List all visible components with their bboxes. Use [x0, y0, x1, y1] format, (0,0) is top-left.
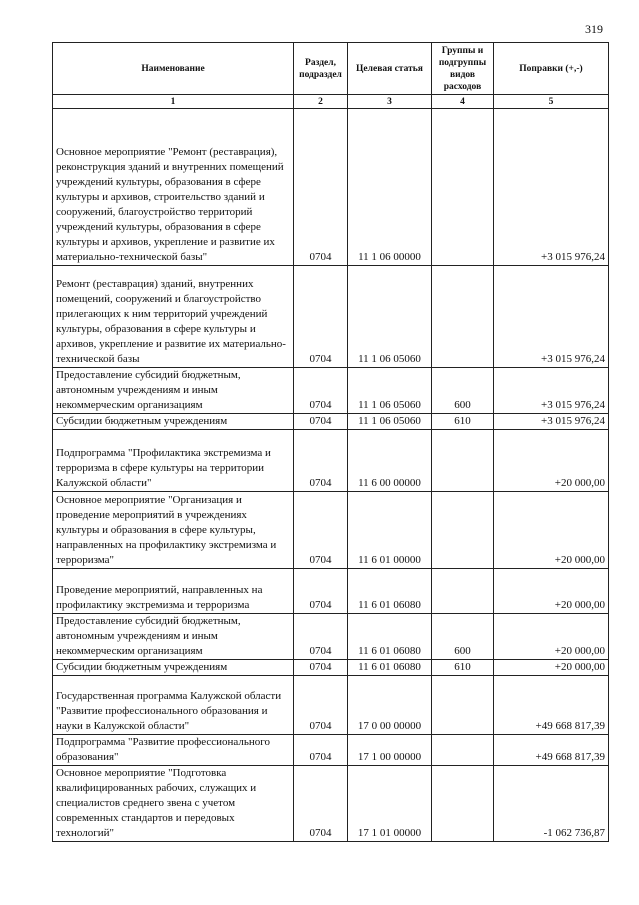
table-row: [53, 660, 609, 676]
page-number: 319: [585, 22, 603, 36]
table-row: [53, 368, 609, 414]
row-target: 11 1 06 00000: [348, 109, 432, 266]
column-number: 2: [294, 95, 348, 109]
row-name: Подпрограмма "Развитие профессионального образования": [53, 735, 294, 766]
row-name: Ремонт (реставрация) зданий, внутренних помещений, сооружений и благоустройство прилегающих к ним территорий учреждений культуры, образования в сфере культуры и архивов, укрепление и развитие их материально-технической базы: [53, 266, 294, 368]
row-group: 610: [432, 414, 494, 430]
row-target: 11 6 00 00000: [348, 430, 432, 492]
table-row: [53, 766, 609, 842]
row-target: 11 1 06 05060: [348, 368, 432, 414]
row-group: [432, 676, 494, 735]
table-row: [53, 569, 609, 614]
row-name: Субсидии бюджетным учреждениям: [53, 414, 294, 430]
table-row: [53, 266, 609, 368]
row-group: [432, 266, 494, 368]
row-name: Государственная программа Калужской области "Развитие профессионального образования и науки в Калужской области": [53, 676, 294, 735]
row-section: 0704: [294, 266, 348, 368]
column-number-row: [53, 95, 609, 109]
row-group: [432, 766, 494, 842]
row-amount: +3 015 976,24: [494, 266, 609, 368]
row-section: 0704: [294, 414, 348, 430]
row-section: 0704: [294, 735, 348, 766]
row-amount: +3 015 976,24: [494, 109, 609, 266]
header-section: Раздел, подраздел: [294, 43, 348, 95]
row-name: Предоставление субсидий бюджетным, автономным учреждениям и иным некоммерческим организациям: [53, 368, 294, 414]
row-group: 600: [432, 368, 494, 414]
header-amendments: Поправки (+,-): [494, 43, 609, 95]
row-name: Основное мероприятие "Подготовка квалифицированных рабочих, служащих и специалистов среднего звена с учетом современных стандартов и передовых технологий": [53, 766, 294, 842]
row-amount: +49 668 817,39: [494, 676, 609, 735]
row-amount: +3 015 976,24: [494, 414, 609, 430]
row-section: 0704: [294, 109, 348, 266]
table-header-row: [53, 43, 609, 95]
row-target: 11 6 01 06080: [348, 660, 432, 676]
row-section: 0704: [294, 569, 348, 614]
column-number: 4: [432, 95, 494, 109]
table-row: [53, 430, 609, 492]
row-section: 0704: [294, 614, 348, 660]
header-name: Наименование: [53, 43, 294, 95]
row-target: 17 1 00 00000: [348, 735, 432, 766]
row-name: Подпрограмма "Профилактика экстремизма и терроризма в сфере культуры на территории Калужской области": [53, 430, 294, 492]
row-section: 0704: [294, 676, 348, 735]
table-row: [53, 414, 609, 430]
row-section: 0704: [294, 660, 348, 676]
row-amount: +49 668 817,39: [494, 735, 609, 766]
row-target: 11 1 06 05060: [348, 266, 432, 368]
row-name: Основное мероприятие "Организация и проведение мероприятий в учреждениях культуры и образования в сфере культуры, направленных на профилактику экстремизма и терроризма": [53, 492, 294, 569]
row-group: [432, 109, 494, 266]
column-number: 5: [494, 95, 609, 109]
row-group: [432, 430, 494, 492]
row-amount: +20 000,00: [494, 430, 609, 492]
row-name: Субсидии бюджетным учреждениям: [53, 660, 294, 676]
row-target: 17 1 01 00000: [348, 766, 432, 842]
header-target: Целевая статья: [348, 43, 432, 95]
row-name: Основное мероприятие "Ремонт (реставрация), реконструкция зданий и внутренних помещений учреждений культуры, образования в сфере культуры и архивов, строительство зданий и сооружений, благоустройство территорий учреждений культуры, образования в сфере культуры и архивов, укрепление и развитие их материально-технической базы": [53, 109, 294, 266]
row-target: 11 6 01 00000: [348, 492, 432, 569]
table-row: [53, 492, 609, 569]
row-section: 0704: [294, 430, 348, 492]
column-number: 1: [53, 95, 294, 109]
row-target: 17 0 00 00000: [348, 676, 432, 735]
row-group: [432, 735, 494, 766]
row-group: 610: [432, 660, 494, 676]
row-amount: -1 062 736,87: [494, 766, 609, 842]
row-group: [432, 569, 494, 614]
row-target: 11 1 06 05060: [348, 414, 432, 430]
row-section: 0704: [294, 492, 348, 569]
row-name: Проведение мероприятий, направленных на профилактику экстремизма и терроризма: [53, 569, 294, 614]
row-section: 0704: [294, 368, 348, 414]
table-row: [53, 109, 609, 266]
row-target: 11 6 01 06080: [348, 569, 432, 614]
row-amount: +20 000,00: [494, 660, 609, 676]
table-row: [53, 735, 609, 766]
row-amount: +20 000,00: [494, 492, 609, 569]
row-amount: +20 000,00: [494, 569, 609, 614]
row-target: 11 6 01 06080: [348, 614, 432, 660]
row-amount: +3 015 976,24: [494, 368, 609, 414]
row-group: 600: [432, 614, 494, 660]
column-number: 3: [348, 95, 432, 109]
row-name: Предоставление субсидий бюджетным, автономным учреждениям и иным некоммерческим организациям: [53, 614, 294, 660]
budget-table: [52, 42, 609, 842]
row-amount: +20 000,00: [494, 614, 609, 660]
header-groups: Группы и подгруппы видов расходов: [432, 43, 494, 95]
table-row: [53, 614, 609, 660]
row-section: 0704: [294, 766, 348, 842]
table-row: [53, 676, 609, 735]
row-group: [432, 492, 494, 569]
